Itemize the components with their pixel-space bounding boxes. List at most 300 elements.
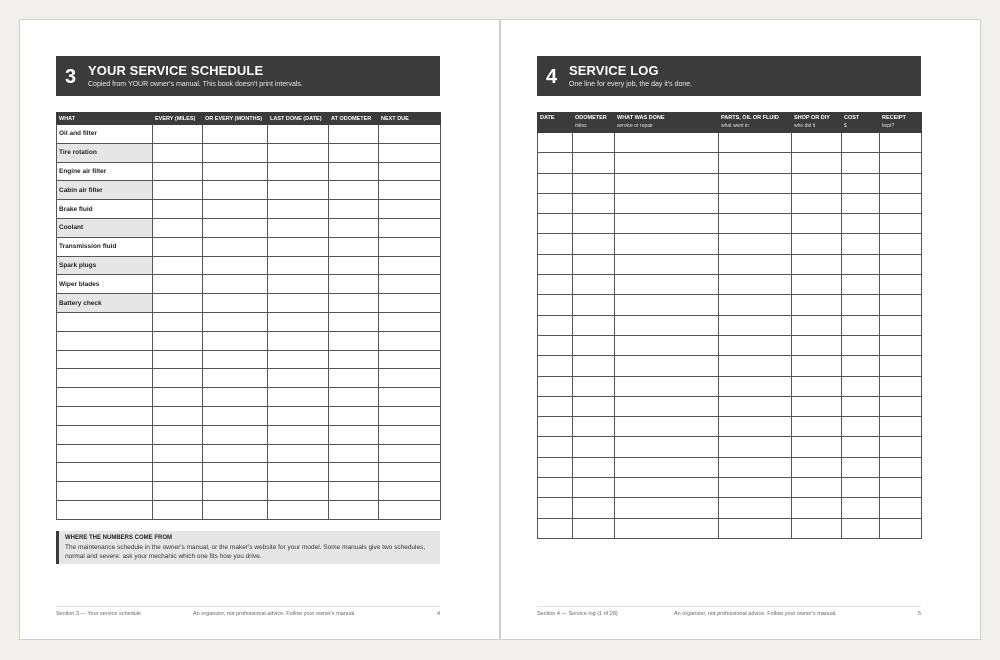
entry-cell[interactable] xyxy=(329,275,379,294)
entry-cell[interactable] xyxy=(268,275,329,294)
entry-cell[interactable] xyxy=(329,463,379,482)
entry-cell[interactable] xyxy=(615,295,719,315)
entry-cell[interactable] xyxy=(842,478,880,498)
entry-cell[interactable] xyxy=(615,153,719,173)
entry-cell[interactable] xyxy=(329,331,379,350)
column-header: WHAT xyxy=(57,113,153,125)
entry-cell[interactable] xyxy=(792,457,842,477)
item-name-cell[interactable] xyxy=(57,425,153,444)
entry-cell[interactable] xyxy=(203,425,268,444)
entry-cell[interactable] xyxy=(842,518,880,538)
entry-cell[interactable] xyxy=(615,315,719,335)
entry-cell[interactable] xyxy=(203,350,268,369)
page-footer xyxy=(537,606,921,616)
entry-cell[interactable] xyxy=(329,406,379,425)
entry-cell[interactable] xyxy=(842,417,880,437)
entry-cell[interactable] xyxy=(379,369,441,388)
entry-cell[interactable] xyxy=(792,133,842,153)
entry-cell[interactable] xyxy=(573,396,615,416)
footer-disclaimer: An organizer, not professional advice. Follow your owner's manual. xyxy=(674,611,837,617)
entry-cell[interactable] xyxy=(329,312,379,331)
entry-cell[interactable] xyxy=(573,376,615,396)
entry-cell[interactable] xyxy=(153,406,203,425)
table-row xyxy=(57,200,441,219)
entry-cell[interactable] xyxy=(880,153,922,173)
entry-cell[interactable] xyxy=(268,463,329,482)
entry-cell[interactable] xyxy=(538,295,573,315)
entry-cell[interactable] xyxy=(153,200,203,219)
entry-cell[interactable] xyxy=(792,396,842,416)
entry-cell[interactable] xyxy=(573,275,615,295)
entry-cell[interactable] xyxy=(719,133,792,153)
entry-cell[interactable] xyxy=(538,417,573,437)
column-header: EVERY (MILES) xyxy=(153,113,203,125)
entry-cell[interactable] xyxy=(379,218,441,237)
entry-cell[interactable] xyxy=(153,181,203,200)
entry-cell[interactable] xyxy=(203,312,268,331)
entry-cell[interactable] xyxy=(573,193,615,213)
entry-cell[interactable] xyxy=(203,256,268,275)
entry-cell[interactable] xyxy=(719,376,792,396)
table-row xyxy=(538,214,922,234)
entry-cell[interactable] xyxy=(615,498,719,518)
entry-cell[interactable] xyxy=(880,417,922,437)
entry-cell[interactable] xyxy=(379,312,441,331)
entry-cell[interactable] xyxy=(379,143,441,162)
entry-cell[interactable] xyxy=(880,478,922,498)
entry-cell[interactable] xyxy=(842,153,880,173)
item-name-cell[interactable] xyxy=(57,406,153,425)
entry-cell[interactable] xyxy=(153,143,203,162)
entry-cell[interactable] xyxy=(329,162,379,181)
item-name-cell[interactable]: Engine air filter xyxy=(57,162,153,181)
entry-cell[interactable] xyxy=(153,275,203,294)
entry-cell[interactable] xyxy=(615,376,719,396)
column-header xyxy=(792,113,842,133)
entry-cell[interactable] xyxy=(538,478,573,498)
table-row xyxy=(538,153,922,173)
entry-cell[interactable] xyxy=(379,331,441,350)
entry-cell[interactable] xyxy=(719,498,792,518)
entry-cell[interactable] xyxy=(615,356,719,376)
entry-cell[interactable] xyxy=(792,335,842,355)
entry-cell[interactable] xyxy=(329,237,379,256)
entry-cell[interactable] xyxy=(880,254,922,274)
entry-cell[interactable] xyxy=(615,437,719,457)
entry-cell[interactable] xyxy=(153,218,203,237)
entry-cell[interactable] xyxy=(329,181,379,200)
item-name-cell[interactable] xyxy=(57,444,153,463)
entry-cell[interactable] xyxy=(573,214,615,234)
item-name-cell[interactable] xyxy=(57,312,153,331)
column-header xyxy=(842,113,880,133)
table-row xyxy=(538,133,922,153)
entry-cell[interactable] xyxy=(615,234,719,254)
entry-cell[interactable] xyxy=(792,254,842,274)
item-name-cell[interactable]: Brake fluid xyxy=(57,200,153,219)
entry-cell[interactable] xyxy=(880,214,922,234)
item-name-cell[interactable]: Battery check xyxy=(57,294,153,313)
entry-cell[interactable] xyxy=(792,193,842,213)
entry-cell[interactable] xyxy=(719,396,792,416)
entry-cell[interactable] xyxy=(379,125,441,144)
entry-cell[interactable] xyxy=(268,388,329,407)
entry-cell[interactable] xyxy=(880,356,922,376)
entry-cell[interactable] xyxy=(379,482,441,501)
entry-cell[interactable] xyxy=(203,294,268,313)
entry-cell[interactable] xyxy=(573,478,615,498)
entry-cell[interactable] xyxy=(153,425,203,444)
entry-cell[interactable] xyxy=(379,406,441,425)
entry-cell[interactable] xyxy=(203,143,268,162)
entry-cell[interactable] xyxy=(842,214,880,234)
entry-cell[interactable] xyxy=(153,482,203,501)
item-name-cell[interactable] xyxy=(57,482,153,501)
entry-cell[interactable] xyxy=(268,218,329,237)
entry-cell[interactable] xyxy=(880,133,922,153)
entry-cell[interactable] xyxy=(573,437,615,457)
entry-cell[interactable] xyxy=(615,193,719,213)
item-name-cell[interactable]: Spark plugs xyxy=(57,256,153,275)
entry-cell[interactable] xyxy=(268,406,329,425)
entry-cell[interactable] xyxy=(153,369,203,388)
entry-cell[interactable] xyxy=(379,181,441,200)
entry-cell[interactable] xyxy=(842,254,880,274)
entry-cell[interactable] xyxy=(153,388,203,407)
entry-cell[interactable] xyxy=(573,295,615,315)
entry-cell[interactable] xyxy=(615,457,719,477)
entry-cell[interactable] xyxy=(615,396,719,416)
entry-cell[interactable] xyxy=(153,500,203,519)
entry-cell[interactable] xyxy=(203,482,268,501)
entry-cell[interactable] xyxy=(880,335,922,355)
entry-cell[interactable] xyxy=(573,234,615,254)
entry-cell[interactable] xyxy=(538,234,573,254)
entry-cell[interactable] xyxy=(842,173,880,193)
entry-cell[interactable] xyxy=(573,254,615,274)
entry-cell[interactable] xyxy=(880,498,922,518)
entry-cell[interactable] xyxy=(329,256,379,275)
entry-cell[interactable] xyxy=(203,237,268,256)
entry-cell[interactable] xyxy=(203,125,268,144)
entry-cell[interactable] xyxy=(268,237,329,256)
entry-cell[interactable] xyxy=(842,498,880,518)
entry-cell[interactable] xyxy=(329,125,379,144)
left-page xyxy=(19,19,500,640)
entry-cell[interactable] xyxy=(329,425,379,444)
entry-cell[interactable] xyxy=(792,173,842,193)
table-row xyxy=(57,369,441,388)
entry-cell[interactable] xyxy=(329,388,379,407)
entry-cell[interactable] xyxy=(379,444,441,463)
entry-cell[interactable] xyxy=(538,396,573,416)
entry-cell[interactable] xyxy=(573,173,615,193)
entry-cell[interactable] xyxy=(615,173,719,193)
page-footer xyxy=(56,606,440,616)
entry-cell[interactable] xyxy=(719,173,792,193)
entry-cell[interactable] xyxy=(268,482,329,501)
entry-cell[interactable] xyxy=(538,133,573,153)
entry-cell[interactable] xyxy=(573,133,615,153)
entry-cell[interactable] xyxy=(719,193,792,213)
entry-cell[interactable] xyxy=(203,181,268,200)
entry-cell[interactable] xyxy=(538,335,573,355)
item-name-cell[interactable] xyxy=(57,331,153,350)
entry-cell[interactable] xyxy=(203,162,268,181)
entry-cell[interactable] xyxy=(792,417,842,437)
entry-cell[interactable] xyxy=(379,294,441,313)
entry-cell[interactable] xyxy=(153,294,203,313)
entry-cell[interactable] xyxy=(268,444,329,463)
entry-cell[interactable] xyxy=(719,457,792,477)
entry-cell[interactable] xyxy=(203,218,268,237)
entry-cell[interactable] xyxy=(842,315,880,335)
entry-cell[interactable] xyxy=(153,312,203,331)
entry-cell[interactable] xyxy=(203,275,268,294)
entry-cell[interactable] xyxy=(573,356,615,376)
page-number: 4 xyxy=(436,611,440,617)
entry-cell[interactable] xyxy=(880,275,922,295)
column-sublabel: who did it xyxy=(794,123,816,129)
entry-cell[interactable] xyxy=(153,331,203,350)
table-row xyxy=(57,162,441,181)
entry-cell[interactable] xyxy=(329,294,379,313)
item-name-cell[interactable]: Coolant xyxy=(57,218,153,237)
item-name-cell[interactable]: Transmission fluid xyxy=(57,237,153,256)
entry-cell[interactable] xyxy=(329,200,379,219)
entry-cell[interactable] xyxy=(880,437,922,457)
item-name-cell[interactable] xyxy=(57,463,153,482)
entry-cell[interactable] xyxy=(842,335,880,355)
entry-cell[interactable] xyxy=(379,350,441,369)
entry-cell[interactable] xyxy=(329,500,379,519)
entry-cell[interactable] xyxy=(573,417,615,437)
entry-cell[interactable] xyxy=(538,254,573,274)
entry-cell[interactable] xyxy=(615,275,719,295)
entry-cell[interactable] xyxy=(719,335,792,355)
entry-cell[interactable] xyxy=(792,356,842,376)
entry-cell[interactable] xyxy=(615,518,719,538)
entry-cell[interactable] xyxy=(792,376,842,396)
entry-cell[interactable] xyxy=(719,234,792,254)
entry-cell[interactable] xyxy=(153,162,203,181)
entry-cell[interactable] xyxy=(329,444,379,463)
entry-cell[interactable] xyxy=(329,482,379,501)
entry-cell[interactable] xyxy=(719,153,792,173)
entry-cell[interactable] xyxy=(719,275,792,295)
table-row xyxy=(57,256,441,275)
entry-cell[interactable] xyxy=(538,376,573,396)
entry-cell[interactable] xyxy=(329,143,379,162)
table-row xyxy=(538,396,922,416)
entry-cell[interactable] xyxy=(842,133,880,153)
entry-cell[interactable] xyxy=(880,173,922,193)
table-row xyxy=(538,173,922,193)
entry-cell[interactable] xyxy=(880,518,922,538)
entry-cell[interactable] xyxy=(538,153,573,173)
entry-cell[interactable] xyxy=(719,254,792,274)
entry-cell[interactable] xyxy=(538,214,573,234)
item-name-cell[interactable]: Tire rotation xyxy=(57,143,153,162)
right-page xyxy=(500,19,981,640)
entry-cell[interactable] xyxy=(203,388,268,407)
column-sublabel: $ xyxy=(844,123,847,129)
entry-cell[interactable] xyxy=(792,315,842,335)
table-row xyxy=(57,406,441,425)
entry-cell[interactable] xyxy=(268,200,329,219)
entry-cell[interactable] xyxy=(573,153,615,173)
entry-cell[interactable] xyxy=(842,437,880,457)
entry-cell[interactable] xyxy=(792,295,842,315)
entry-cell[interactable] xyxy=(842,275,880,295)
entry-cell[interactable] xyxy=(719,315,792,335)
entry-cell[interactable] xyxy=(573,498,615,518)
entry-cell[interactable] xyxy=(792,478,842,498)
entry-cell[interactable] xyxy=(880,376,922,396)
entry-cell[interactable] xyxy=(880,234,922,254)
item-name-cell[interactable] xyxy=(57,500,153,519)
entry-cell[interactable] xyxy=(153,463,203,482)
service-schedule-table xyxy=(56,112,441,520)
entry-cell[interactable] xyxy=(153,256,203,275)
item-name-cell[interactable]: Oil and filter xyxy=(57,125,153,144)
entry-cell[interactable] xyxy=(268,125,329,144)
entry-cell[interactable] xyxy=(379,200,441,219)
entry-cell[interactable] xyxy=(880,315,922,335)
item-name-cell[interactable]: Wiper blades xyxy=(57,275,153,294)
entry-cell[interactable] xyxy=(268,500,329,519)
entry-cell[interactable] xyxy=(792,153,842,173)
service-log-table xyxy=(537,112,922,539)
entry-cell[interactable] xyxy=(842,234,880,254)
entry-cell[interactable] xyxy=(203,406,268,425)
entry-cell[interactable] xyxy=(615,214,719,234)
entry-cell[interactable] xyxy=(573,335,615,355)
entry-cell[interactable] xyxy=(792,498,842,518)
entry-cell[interactable] xyxy=(268,143,329,162)
entry-cell[interactable] xyxy=(880,457,922,477)
table-row xyxy=(538,356,922,376)
entry-cell[interactable] xyxy=(379,388,441,407)
entry-cell[interactable] xyxy=(880,193,922,213)
entry-cell[interactable] xyxy=(538,173,573,193)
footer-section: Section 3 — Your service schedule xyxy=(56,611,141,617)
entry-cell[interactable] xyxy=(379,500,441,519)
entry-cell[interactable] xyxy=(379,425,441,444)
entry-cell[interactable] xyxy=(842,295,880,315)
entry-cell[interactable] xyxy=(538,356,573,376)
entry-cell[interactable] xyxy=(615,478,719,498)
entry-cell[interactable] xyxy=(573,315,615,335)
entry-cell[interactable] xyxy=(268,350,329,369)
entry-cell[interactable] xyxy=(573,457,615,477)
entry-cell[interactable] xyxy=(615,335,719,355)
entry-cell[interactable] xyxy=(615,417,719,437)
page-title: YOUR SERVICE SCHEDULE xyxy=(88,63,264,78)
entry-cell[interactable] xyxy=(379,256,441,275)
entry-cell[interactable] xyxy=(792,437,842,457)
entry-cell[interactable] xyxy=(792,234,842,254)
entry-cell[interactable] xyxy=(153,350,203,369)
entry-cell[interactable] xyxy=(153,125,203,144)
entry-cell[interactable] xyxy=(573,518,615,538)
entry-cell[interactable] xyxy=(268,312,329,331)
entry-cell[interactable] xyxy=(880,396,922,416)
column-label: ODOMETER xyxy=(575,115,607,121)
entry-cell[interactable] xyxy=(153,444,203,463)
entry-cell[interactable] xyxy=(719,437,792,457)
entry-cell[interactable] xyxy=(842,376,880,396)
entry-cell[interactable] xyxy=(268,256,329,275)
item-name-cell[interactable] xyxy=(57,388,153,407)
table-row xyxy=(57,500,441,519)
entry-cell[interactable] xyxy=(538,457,573,477)
entry-cell[interactable] xyxy=(203,200,268,219)
entry-cell[interactable] xyxy=(538,193,573,213)
column-label: RECEIPT xyxy=(882,115,906,121)
entry-cell[interactable] xyxy=(379,162,441,181)
entry-cell[interactable] xyxy=(268,369,329,388)
entry-cell[interactable] xyxy=(379,463,441,482)
entry-cell[interactable] xyxy=(719,214,792,234)
entry-cell[interactable] xyxy=(268,181,329,200)
entry-cell[interactable] xyxy=(538,518,573,538)
item-name-cell[interactable] xyxy=(57,369,153,388)
column-sublabel: kept? xyxy=(882,123,895,129)
entry-cell[interactable] xyxy=(203,444,268,463)
item-name-cell[interactable]: Cabin air filter xyxy=(57,181,153,200)
entry-cell[interactable] xyxy=(268,294,329,313)
entry-cell[interactable] xyxy=(268,425,329,444)
entry-cell[interactable] xyxy=(842,396,880,416)
entry-cell[interactable] xyxy=(719,295,792,315)
entry-cell[interactable] xyxy=(203,331,268,350)
table-row xyxy=(57,482,441,501)
entry-cell[interactable] xyxy=(792,214,842,234)
entry-cell[interactable] xyxy=(329,350,379,369)
entry-cell[interactable] xyxy=(329,218,379,237)
entry-cell[interactable] xyxy=(719,478,792,498)
section-banner xyxy=(56,56,440,96)
entry-cell[interactable] xyxy=(842,457,880,477)
entry-cell[interactable] xyxy=(842,356,880,376)
entry-cell[interactable] xyxy=(842,193,880,213)
entry-cell[interactable] xyxy=(268,162,329,181)
item-name-cell[interactable] xyxy=(57,350,153,369)
entry-cell[interactable] xyxy=(538,315,573,335)
entry-cell[interactable] xyxy=(538,498,573,518)
entry-cell[interactable] xyxy=(329,369,379,388)
entry-cell[interactable] xyxy=(880,295,922,315)
entry-cell[interactable] xyxy=(719,417,792,437)
entry-cell[interactable] xyxy=(203,463,268,482)
entry-cell[interactable] xyxy=(203,369,268,388)
entry-cell[interactable] xyxy=(153,237,203,256)
entry-cell[interactable] xyxy=(203,500,268,519)
entry-cell[interactable] xyxy=(379,275,441,294)
entry-cell[interactable] xyxy=(379,237,441,256)
entry-cell[interactable] xyxy=(615,254,719,274)
entry-cell[interactable] xyxy=(615,133,719,153)
table-row xyxy=(538,254,922,274)
entry-cell[interactable] xyxy=(792,275,842,295)
entry-cell[interactable] xyxy=(719,518,792,538)
entry-cell[interactable] xyxy=(719,356,792,376)
entry-cell[interactable] xyxy=(538,437,573,457)
entry-cell[interactable] xyxy=(268,331,329,350)
entry-cell[interactable] xyxy=(792,518,842,538)
entry-cell[interactable] xyxy=(538,275,573,295)
